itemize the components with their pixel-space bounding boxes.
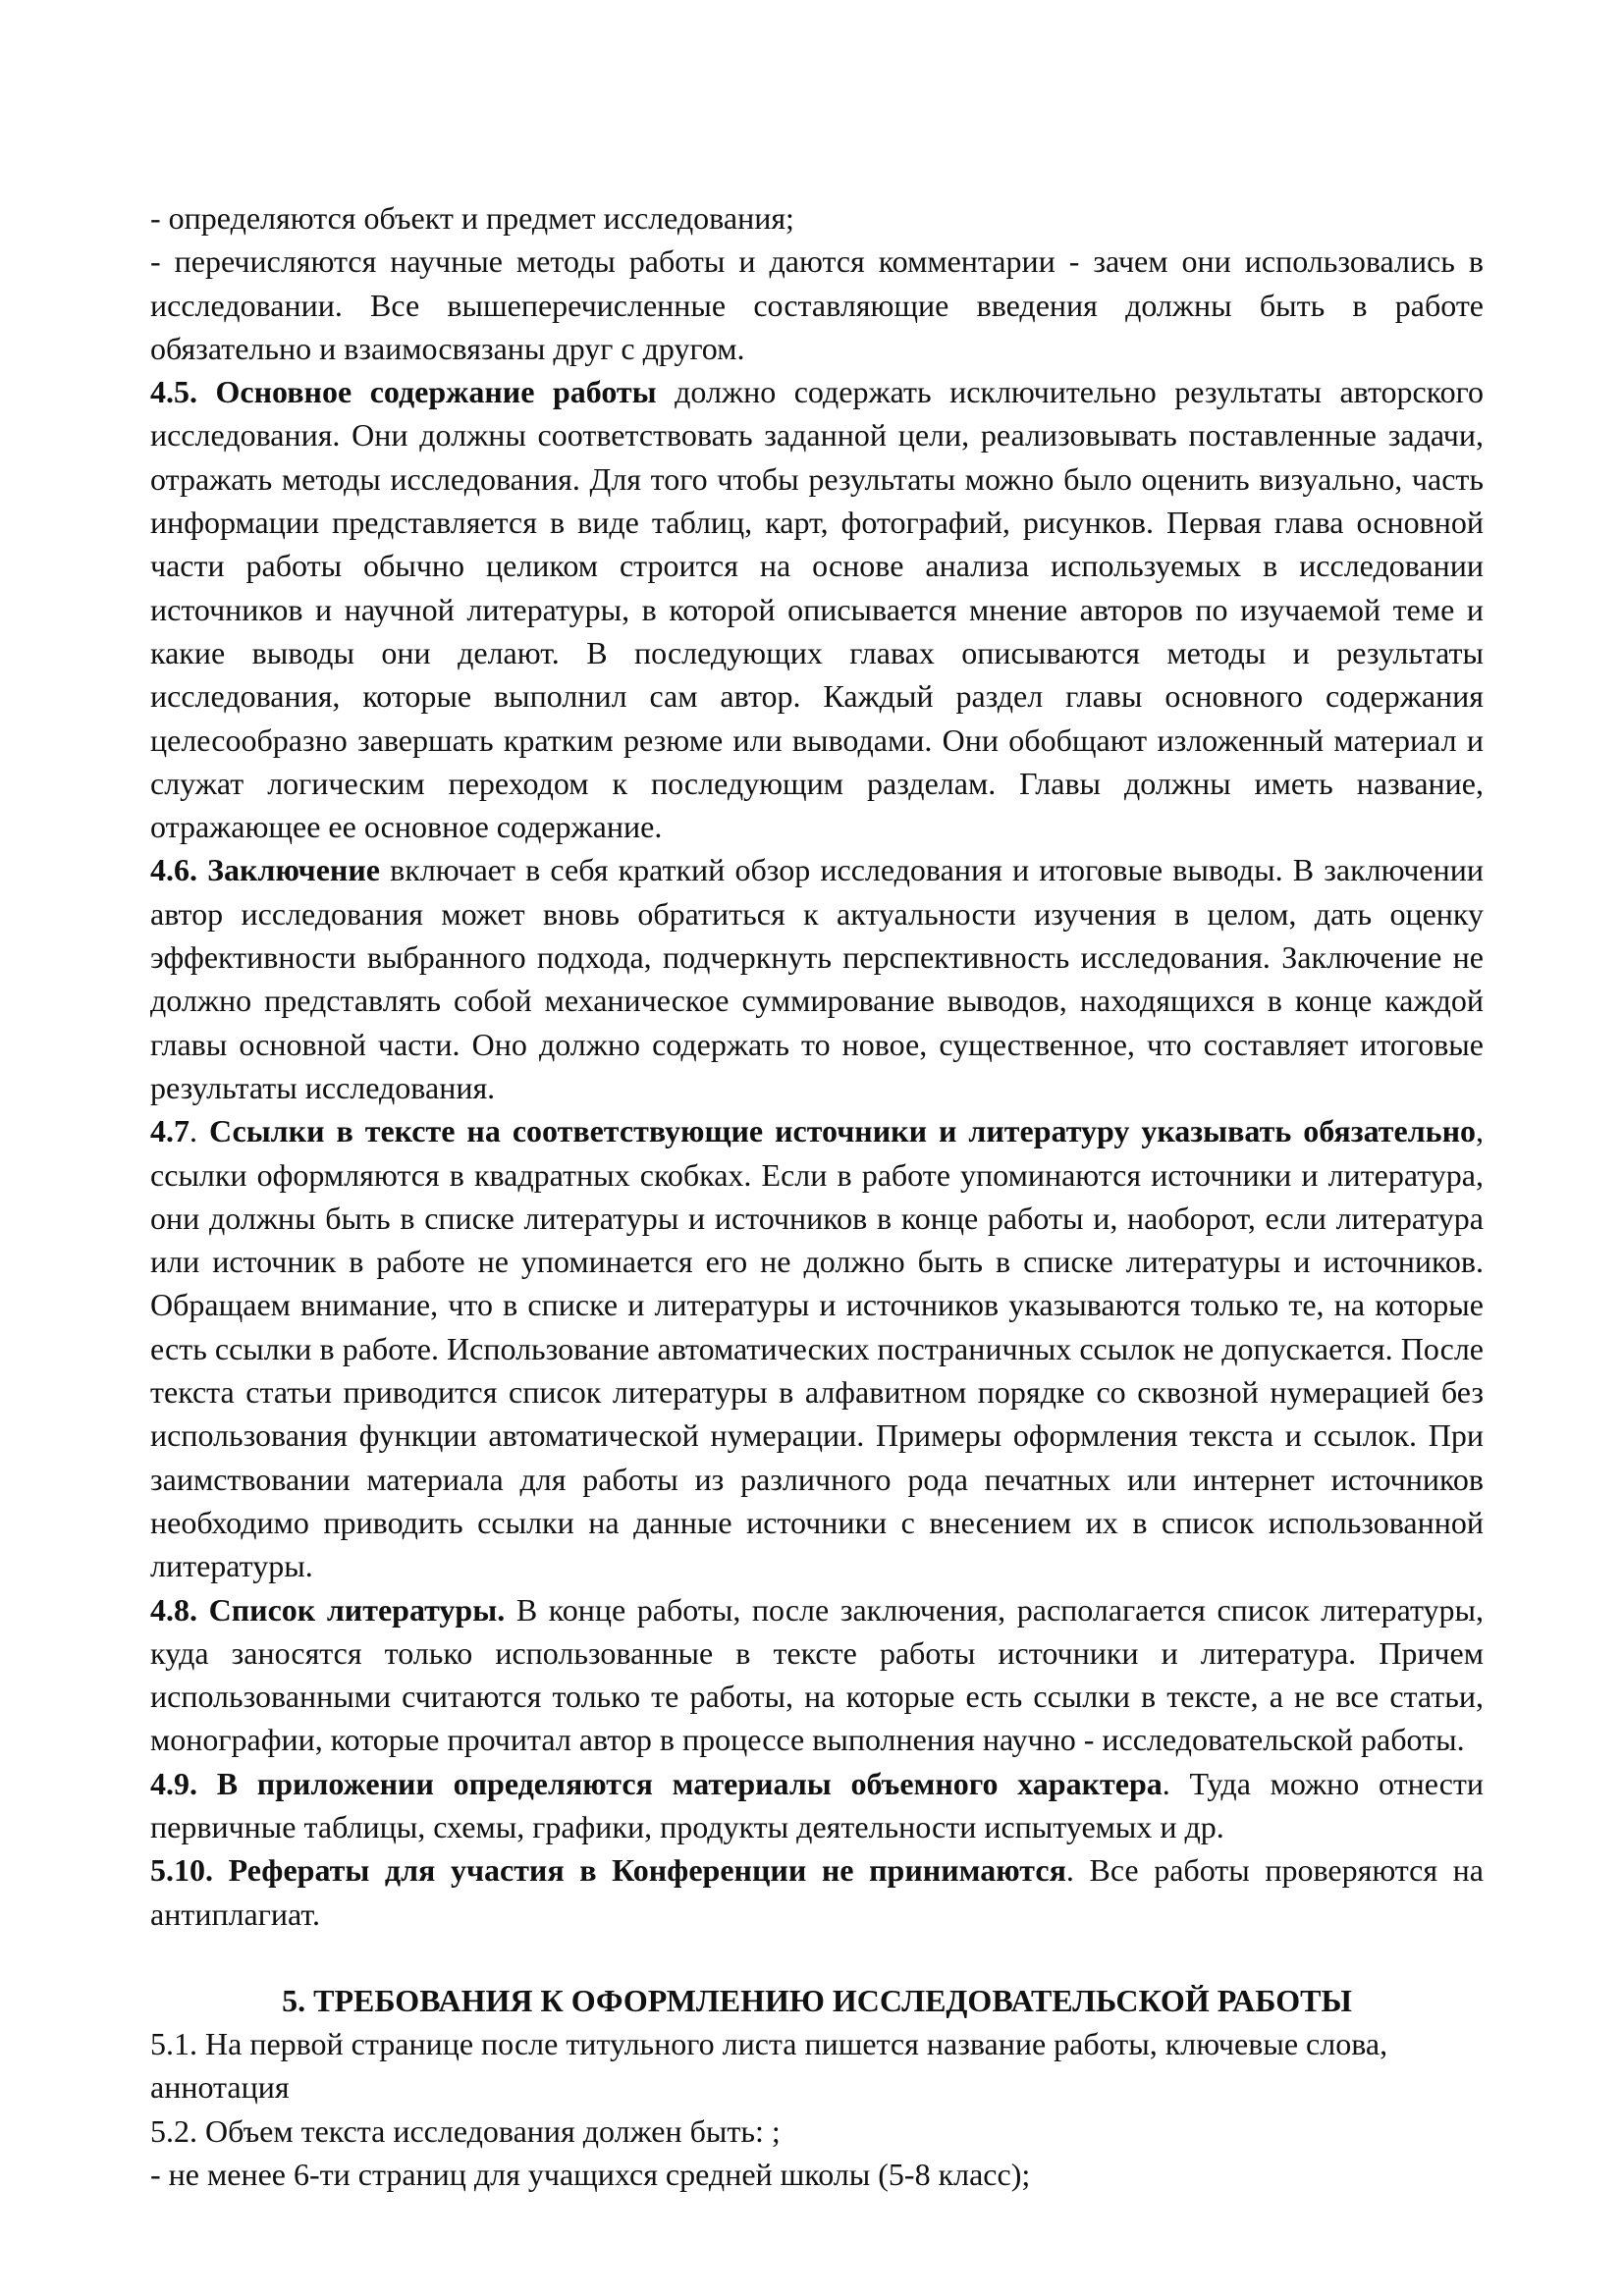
section-5-2: 5.2. Объем текста исследования должен быть: ;: [150, 2112, 781, 2149]
section-4-6-text: включает в себя краткий обзор исследования и итоговые выводы. В заключении автор исследования может вновь обратиться к актуальности изучения в целом, дать оценку эффективности выбранного подхода, подчеркнуть перспективность исследования. Заключение не должно представлять собой механическое суммирование выводов, находящихся в конце каждой главы основной части. Оно должно содержать то новое, существенное, что составляет итоговые результаты исследования.: [150, 852, 1485, 1105]
section-4-9: [150, 1762, 1484, 1849]
section-4-7: [150, 1109, 1484, 1587]
section-4-5-text: должно содержать исключительно результаты авторского исследования. Они должны соответствовать заданной цели, реализовывать поставленные задачи, отражать методы исследования. Для того чтобы результаты можно было оценить визуально, часть информации представляется в виде таблиц, карт, фотографий, рисунков. Первая глава основной части работы обычно целиком строится на основе анализа используемых в исследовании источников и научной литературы, в которой описывается мнение авторов по изучаемой теме и какие выводы они делают. В последующих главах описываются методы и результаты исследования, которые выполнил сам автор. Каждый раздел главы основного содержания целесообразно завершать кратким резюме или выводами. Они обобщают изложенный материал и служат логическим переходом к последующим разделам. Главы должны иметь название, отражающее ее основное содержание.: [150, 374, 1485, 845]
section-4-5: [150, 370, 1484, 848]
section-5-10-title: 5.10. Рефераты для участия в Конференции не принимаются: [150, 1852, 1066, 1889]
intro-item-object: - определяются объект и предмет исследования;: [150, 200, 794, 236]
section-4-7-number: 4.7: [150, 1113, 189, 1149]
section-4-6-title: 4.6. Заключение: [150, 852, 381, 888]
intro-item-methods: - перечисляются научные методы работы и даются комментарии - зачем они использовались в исследовании. Все вышеперечисленные составляющие введения должны быть в работе обязательно и взаимосвязаны друг с другом.: [150, 243, 1484, 366]
section-5-heading: 5. ТРЕБОВАНИЯ К ОФОРМЛЕНИЮ ИССЛЕДОВАТЕЛЬСКОЙ РАБОТЫ: [282, 1982, 1352, 2018]
document-page: [150, 196, 1484, 2196]
section-5-1: 5.1. На первой странице после титульного листа пишется название работы, ключевые слова, аннотация: [150, 2026, 1388, 2106]
section-4-5-title: 4.5. Основное содержание работы: [150, 374, 657, 410]
section-4-9-title: 4.9. В приложении определяются материалы объемного характера: [150, 1765, 1163, 1801]
section-5-10-text: . Все работы проверяются на антиплагиат.: [150, 1852, 1485, 1932]
section-5-10: [150, 1848, 1484, 1936]
section-4-7-text: , ссылки оформляются в квадратных скобках. Если в работе упоминаются источники и литература, они должны быть в списке литературы и источников в конце работы и, наоборот, если литература или источник в работе не упоминается его не должно быть в списке литературы и источников. Обращаем внимание, что в списке и литературы и источников указываются только те, на которые есть ссылки в работе. Использование автоматических постраничных ссылок не допускается. После текста статьи приводится список литературы в алфавитном порядке со сквозной нумерацией без использования функции автоматической нумерации. Примеры оформления текста и ссылок. При заимствовании материала для работы из различного рода печатных или интернет источников необходимо приводить ссылки на данные источники с внесением их в список использованной литературы.: [150, 1113, 1485, 1584]
section-4-9-text: . Туда можно отнести первичные таблицы, схемы, графики, продукты деятельности испытуемых и др.: [150, 1765, 1485, 1844]
section-4-7-separator: .: [189, 1113, 209, 1149]
section-4-8-title: 4.8. Список литературы.: [150, 1591, 506, 1628]
section-5-2-item: - не менее 6-ти страниц для учащихся средней школы (5-8 класс);: [150, 2157, 1031, 2193]
section-4-8: [150, 1588, 1484, 1762]
section-4-7-title: Ссылки в тексте на соответствующие источники и литературу указывать обязательно: [208, 1113, 1477, 1149]
section-4-6: [150, 848, 1484, 1109]
section-4-8-text: В конце работы, после заключения, располагается список литературы, куда заносятся только использованные в тексте работы источники и литература. Причем использованными считаются только те работы, на которые есть ссылки в тексте, а не все статьи, монографии, которые прочитал автор в процессе выполнения научно - исследовательской работы.: [150, 1591, 1485, 1758]
